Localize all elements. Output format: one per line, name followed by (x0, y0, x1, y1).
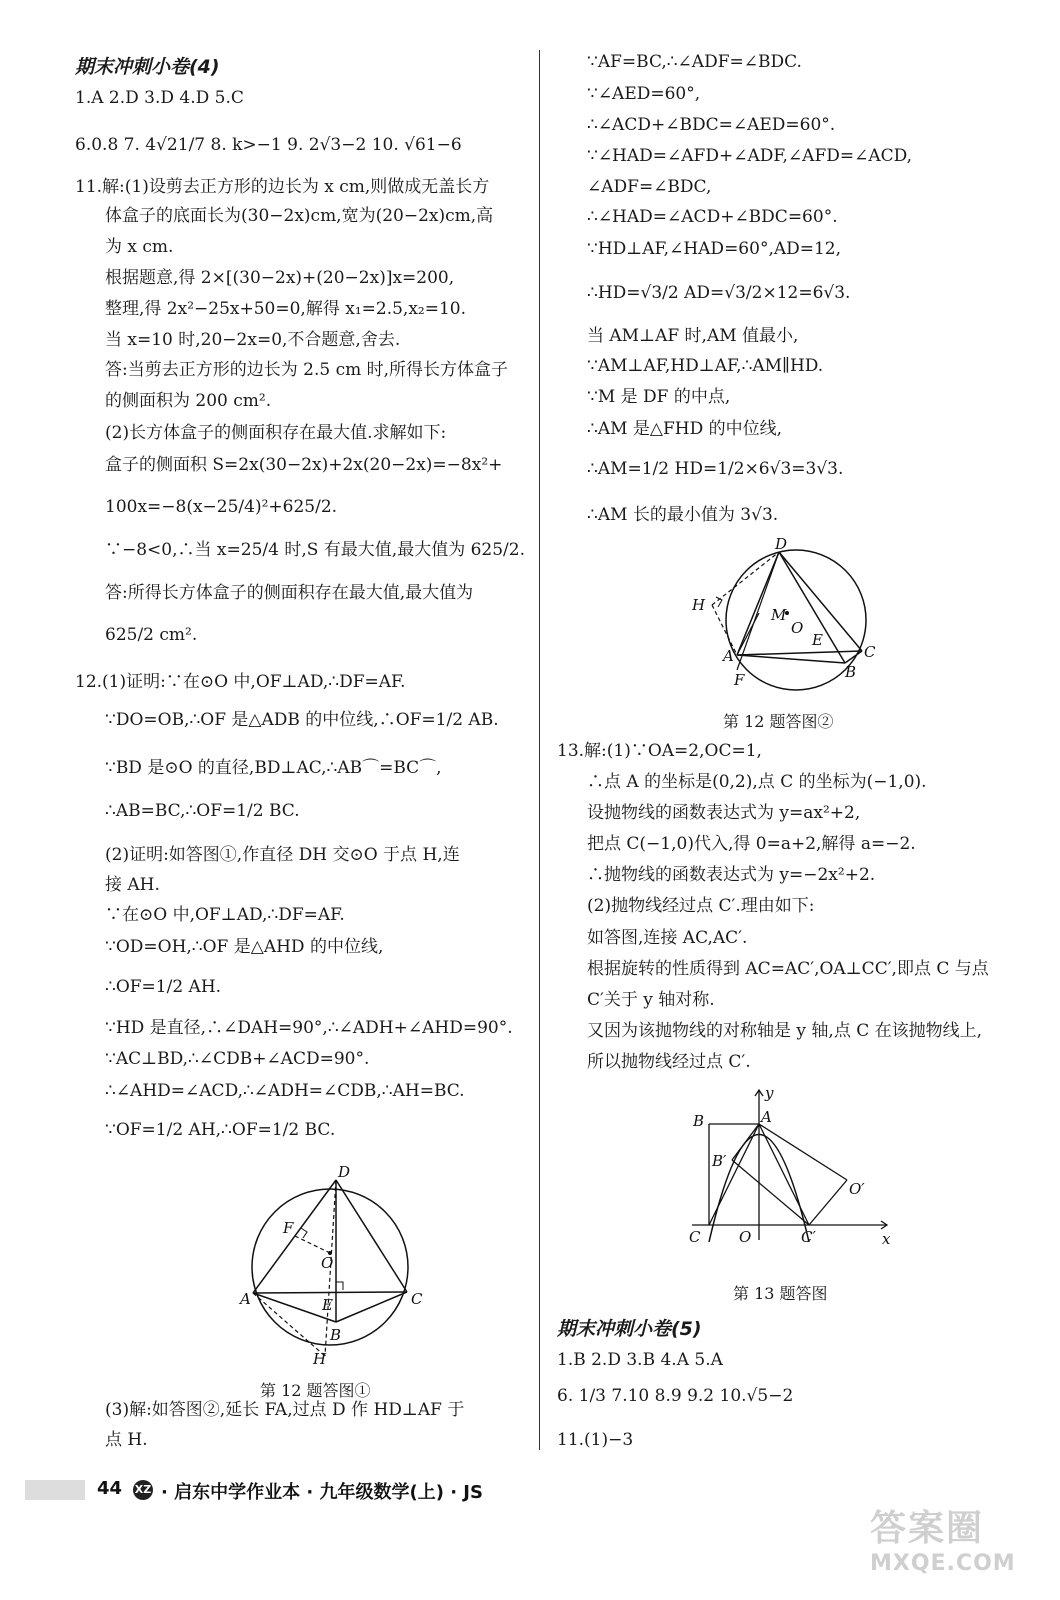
figure-13 (687, 1082, 897, 1252)
footer-bar (25, 1480, 85, 1500)
label2-m: M (771, 606, 787, 624)
column-divider (539, 50, 540, 1450)
text-line: ∴抛物线的函数表达式为 y=−2x²+2. (587, 865, 876, 885)
text-line: 1.A 2.D 3.D 4.D 5.C (75, 88, 244, 108)
label2-c: C (864, 643, 876, 661)
seg2-ab (737, 655, 845, 663)
text-line: 所以抛物线经过点 C′. (587, 1052, 751, 1072)
text-line: ∵OD=OH,∴OF 是△AHD 的中位线, (105, 937, 384, 957)
label3-o: O (739, 1228, 752, 1246)
watermark-line1: 答案圈 (870, 1508, 985, 1549)
text-line: 整理,得 2x²−25x+50=0,解得 x₁=2.5,x₂=10. (105, 299, 467, 319)
figure-12-2 (687, 535, 907, 695)
text-line: 把点 C(−1,0)代入,得 0=a+2,解得 a=−2. (587, 834, 916, 854)
label2-b: B (845, 663, 857, 681)
label3-op: O′ (849, 1180, 865, 1198)
right-angle-h (716, 597, 722, 607)
text-line: ∵∠HAD=∠AFD+∠ADF,∠AFD=∠ACD, (587, 146, 913, 166)
label-b: B (330, 1326, 342, 1344)
label3-cp: C′ (801, 1228, 816, 1246)
publisher-badge: XZ (133, 1480, 153, 1500)
text-line: ∠ADF=∠BDC, (587, 177, 712, 197)
right-angle-e (336, 1282, 343, 1290)
section-heading-5: 期末冲刺小卷(5) (557, 1318, 702, 1340)
text-line: 6. 1/3 7.10 8.9 9.2 10.√5−2 (557, 1386, 794, 1406)
label-e: E (322, 1296, 333, 1314)
text-line: 的侧面积为 200 cm². (105, 391, 272, 411)
seg3-bpcp (732, 1160, 809, 1225)
text-line: 答:所得长方体盒子的侧面积存在最大值,最大值为 (105, 583, 474, 603)
text-line: ∴∠ACD+∠BDC=∠AED=60°. (587, 115, 836, 135)
label-d: D (338, 1163, 351, 1181)
text-line: ∴OF=1/2 AH. (105, 977, 222, 997)
figure-12-1-caption: 第 12 题答图① (260, 1381, 371, 1400)
text-line: 如答图,连接 AC,AC′. (587, 928, 748, 948)
label3-x: x (882, 1230, 891, 1248)
text-line: 1.B 2.D 3.B 4.A 5.A (557, 1350, 723, 1370)
seg2-ac (737, 651, 862, 655)
text-line: ∵AC⊥BD,∴∠CDB+∠ACD=90°. (105, 1049, 370, 1069)
label3-y: y (765, 1084, 774, 1102)
figure-12-2-caption: 第 12 题答图② (723, 712, 834, 731)
text-line: 点 H. (105, 1430, 148, 1450)
section-heading-4: 期末冲刺小卷(4) (75, 56, 220, 78)
text-line: ∴∠HAD=∠ACD+∠BDC=60°. (587, 207, 838, 227)
text-line: 12.(1)证明:∵在⊙O 中,OF⊥AD,∴DF=AF. (75, 672, 406, 692)
text-line: 接 AH. (105, 875, 160, 895)
text-line: ∵AF=BC,∴∠ADF=∠BDC. (587, 52, 802, 72)
label2-h: H (692, 596, 706, 614)
text-line: ∵∠AED=60°, (587, 84, 701, 104)
seg-ah (253, 1293, 325, 1356)
text-line: 答:当剪去正方形的边长为 2.5 cm 时,所得长方体盒子 (105, 360, 509, 380)
text-line: ∵OF=1/2 AH,∴OF=1/2 BC. (105, 1120, 336, 1140)
text-line: 盒子的侧面积 S=2x(30−2x)+2x(20−2x)=−8x²+ (105, 455, 503, 475)
page-footer (25, 1476, 625, 1506)
label-a: A (240, 1290, 251, 1308)
figure-12-1 (225, 1160, 445, 1365)
text-line: 又因为该抛物线的对称轴是 y 轴,点 C 在该抛物线上, (587, 1021, 983, 1041)
label2-a: A (723, 647, 734, 665)
label3-c: C (689, 1228, 701, 1246)
seg-dc (336, 1180, 407, 1292)
text-line: 当 x=10 时,20−2x=0,不合题意,舍去. (105, 330, 401, 350)
text-line: ∵BD 是⊙O 的直径,BD⊥AC,∴AB⌒=BC⌒, (105, 758, 442, 778)
text-line: (2)抛物线经过点 C′.理由如下: (587, 896, 815, 916)
text-line: ∵AM⊥AF,HD⊥AF,∴AM∥HD. (587, 356, 824, 376)
text-line: 6.0.8 7. 4√21/7 8. k>−1 9. 2√3−2 10. √61−6 (75, 135, 462, 155)
text-line: ∴点 A 的坐标是(0,2),点 C 的坐标为(−1,0). (587, 772, 927, 792)
page-number: 44 (97, 1478, 123, 1499)
label-o: O (321, 1254, 334, 1272)
text-line: ∵−8<0,∴当 x=25/4 时,S 有最大值,最大值为 625/2. (105, 540, 525, 560)
text-line: ∵M 是 DF 的中点, (587, 387, 731, 407)
right-angle-f (301, 1228, 307, 1238)
book-title: · 启东中学作业本 · 九年级数学(上) · JS (161, 1482, 483, 1503)
text-line: ∴AM 长的最小值为 3√3. (587, 505, 779, 525)
text-line: 11.(1)−3 (557, 1430, 634, 1450)
seg2-da (737, 552, 779, 655)
label2-f: F (734, 671, 745, 689)
label3-b: B (693, 1112, 705, 1130)
text-line: ∵在⊙O 中,OF⊥AD,∴DF=AF. (105, 905, 345, 925)
text-line: ∴AM 是△FHD 的中位线, (587, 419, 783, 439)
label3-a: A (761, 1108, 772, 1126)
text-line: ∵HD⊥AF,∠HAD=60°,AD=12, (587, 239, 842, 259)
label2-e: E (812, 631, 823, 649)
label2-d: D (775, 535, 788, 553)
watermark (870, 1500, 1040, 1576)
text-line: (2)证明:如答图①,作直径 DH 交⊙O 于点 H,连 (105, 845, 460, 865)
text-line: 11.解:(1)设剪去正方形的边长为 x cm,则做成无盖长方 (75, 177, 490, 197)
label-h: H (313, 1350, 327, 1365)
text-line: 当 AM⊥AF 时,AM 值最小, (587, 326, 799, 346)
text-line: (2)长方体盒子的侧面积存在最大值.求解如下: (105, 423, 447, 443)
seg3-bpa (732, 1124, 759, 1160)
text-line: 根据旋转的性质得到 AC=AC′,OA⊥CC′,即点 C 与点 (587, 959, 989, 979)
text-line: ∴AB=BC,∴OF=1/2 BC. (105, 801, 300, 821)
watermark-line2: MXQE.COM (870, 1551, 1016, 1576)
label-f: F (283, 1219, 294, 1237)
seg2-am (737, 613, 759, 655)
seg3-opcp (809, 1180, 847, 1225)
label2-o: O (791, 619, 804, 637)
seg3-ac (709, 1124, 759, 1225)
text-line: ∴AM=1/2 HD=1/2×6√3=3√3. (587, 459, 844, 479)
label-c: C (411, 1290, 423, 1308)
text-line: ∴∠AHD=∠ACD,∴∠ADH=∠CDB,∴AH=BC. (105, 1081, 465, 1101)
text-line: 设抛物线的函数表达式为 y=ax²+2, (587, 803, 861, 823)
text-line: C′关于 y 轴对称. (587, 990, 715, 1010)
text-line: ∴HD=√3/2 AD=√3/2×12=6√3. (587, 283, 851, 303)
text-line: 100x=−8(x−25/4)²+625/2. (105, 497, 338, 517)
text-line: 13.解:(1)∵OA=2,OC=1, (557, 741, 762, 761)
figure-13-caption: 第 13 题答图 (733, 1284, 828, 1303)
text-line: (3)解:如答图②,延长 FA,过点 D 作 HD⊥AF 于 (105, 1400, 465, 1420)
text-line: 根据题意,得 2×[(30−2x)+(20−2x)]x=200, (105, 268, 455, 288)
seg-fo (295, 1236, 330, 1253)
text-line: ∵HD 是直径,∴∠DAH=90°,∴∠ADH+∠AHD=90°. (105, 1018, 513, 1038)
text-line: 625/2 cm². (105, 625, 198, 645)
label3-bp: B′ (712, 1152, 727, 1170)
text-line: 为 x cm. (105, 237, 174, 257)
text-line: ∵DO=OB,∴OF 是△ADB 的中位线,∴OF=1/2 AB. (105, 710, 499, 730)
text-line: 体盒子的底面长为(30−2x)cm,宽为(20−2x)cm,高 (105, 206, 494, 226)
seg-ac (253, 1292, 407, 1293)
